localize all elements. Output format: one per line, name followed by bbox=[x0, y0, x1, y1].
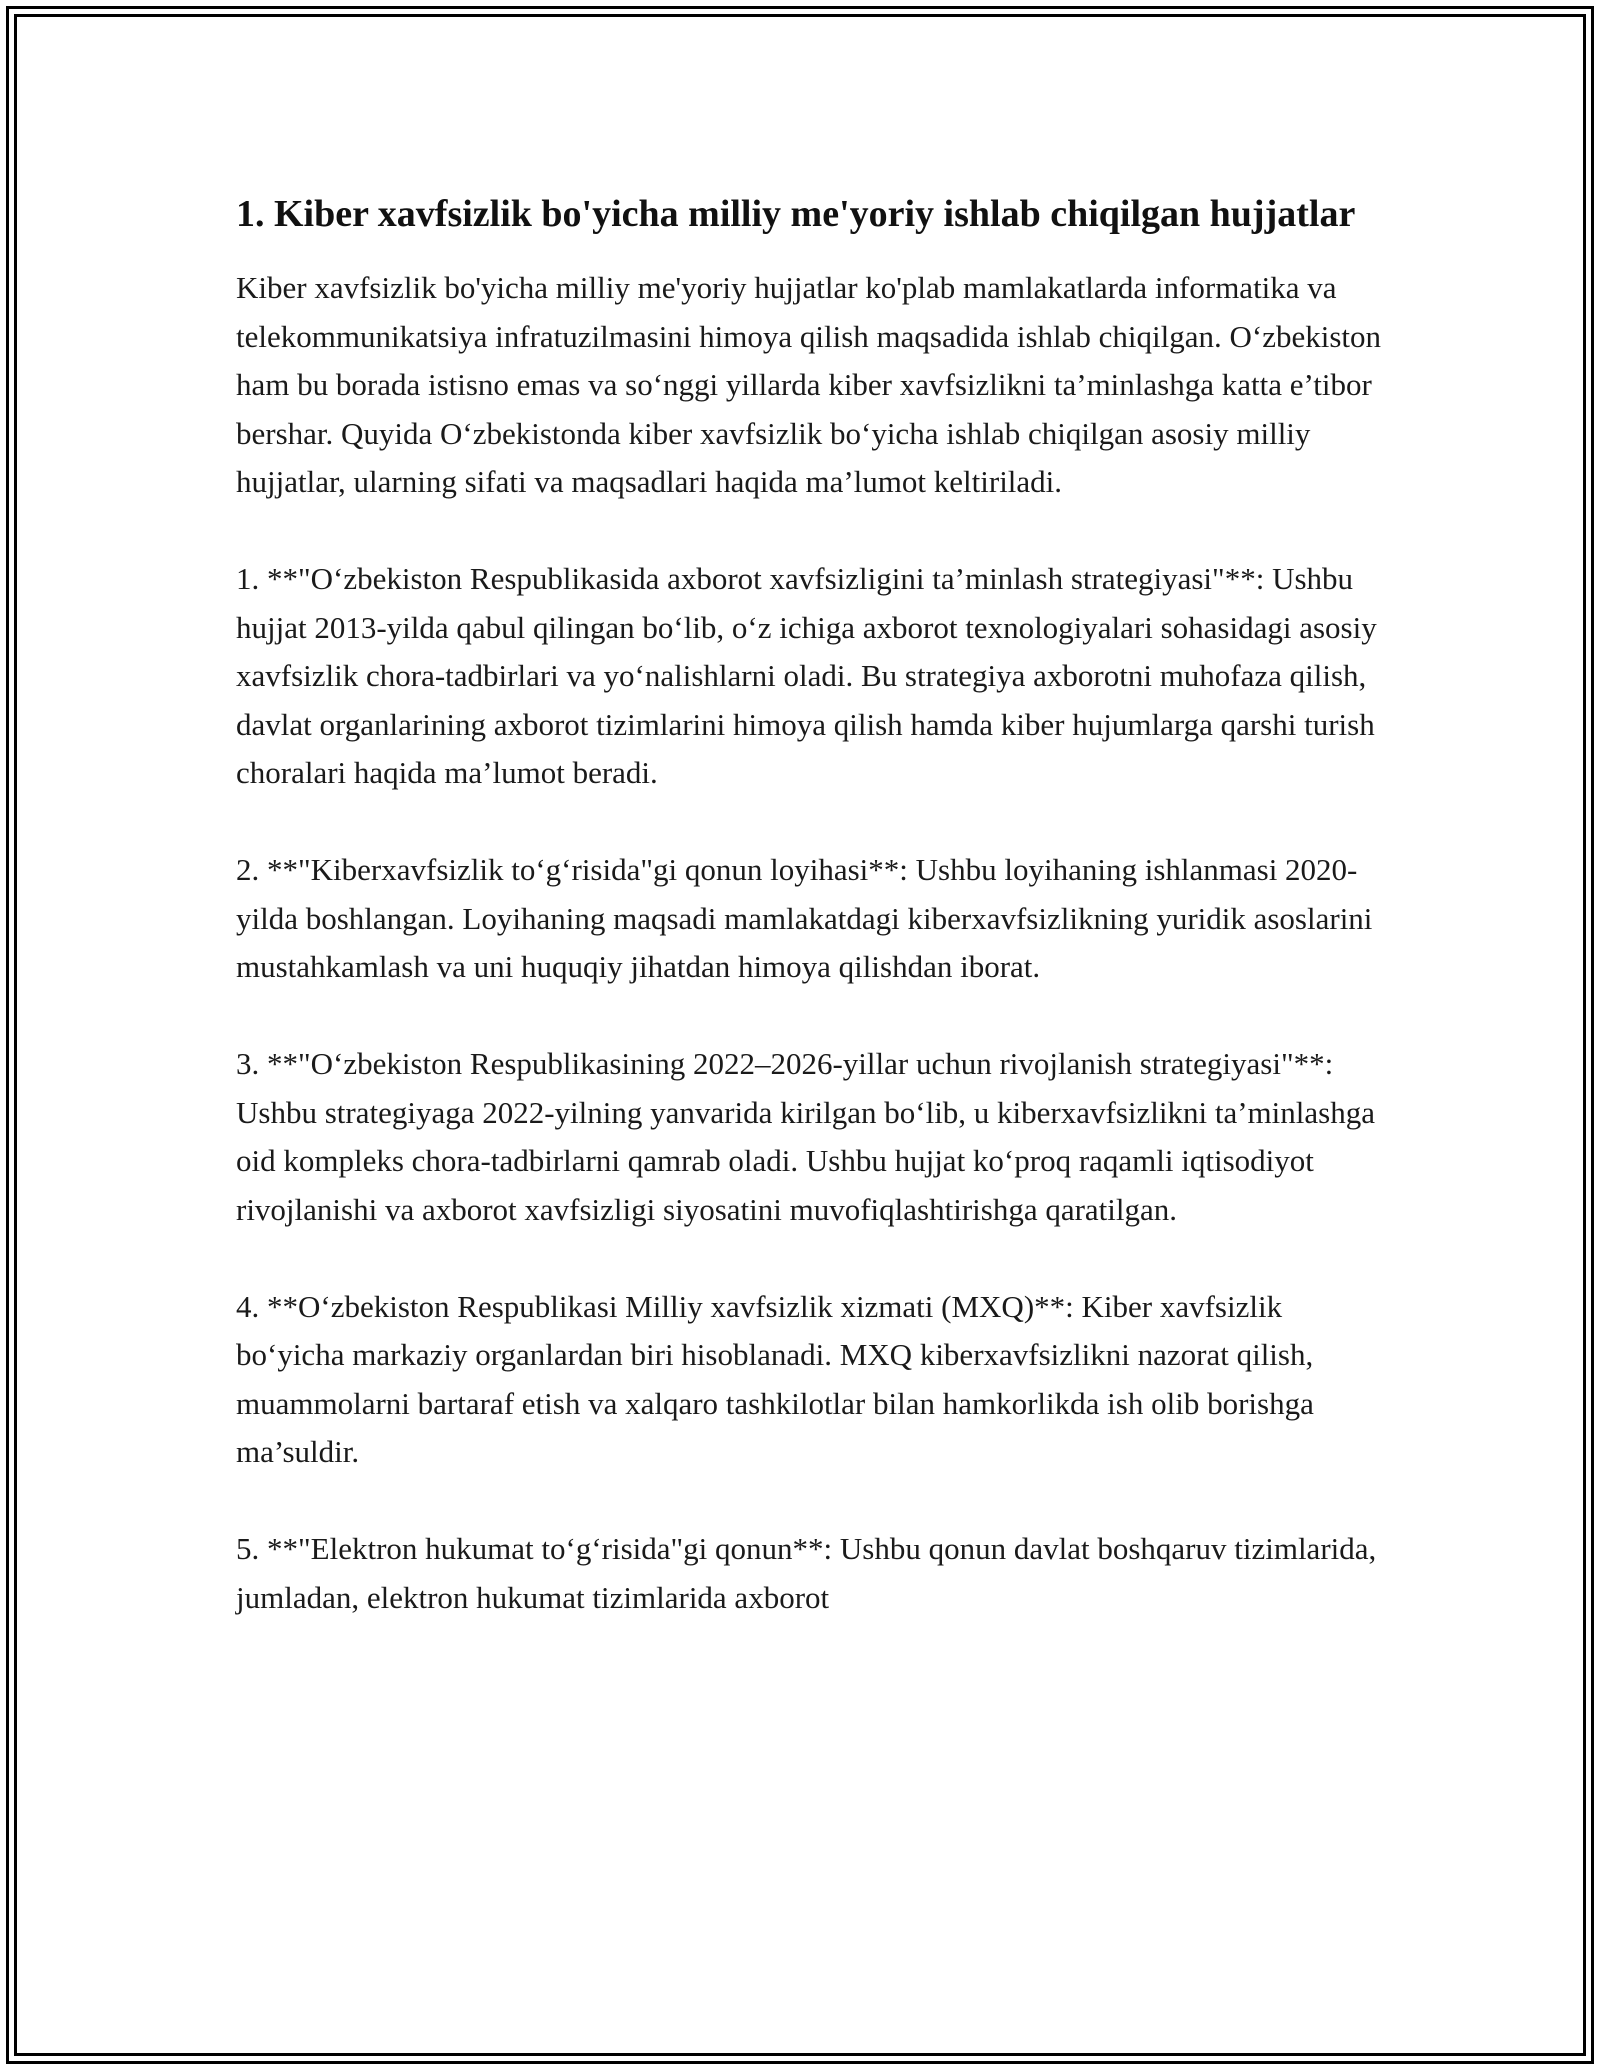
document-body bbox=[236, 186, 1386, 1622]
list-item-5: 5. **"Elektron hukumat to‘g‘risida"gi qonun**: Ushbu qonun davlat boshqaruv tizimlarida, jumladan, elektron hukumat tizimlarida axborot bbox=[236, 1531, 1377, 1615]
list-item-3: 3. **"O‘zbekiston Respublikasining 2022–2026-yillar uchun rivojlanish strategiyasi"**: Ushbu strategiyaga 2022-yilning yanvarida kirilgan bo‘lib, u kiberxavfsizlikni ta’minlashga oid kompleks chora-tadbirlarni qamrab oladi. Ushbu hujjat ko‘proq raqamli iqtisodiyot rivojlanishi va axborot xavfsizligi siyosatini muvofiqlashtirishga qaratilgan. bbox=[236, 1046, 1375, 1227]
list-item-2: 2. **"Kiberxavfsizlik to‘g‘risida"gi qonun loyihasi**: Ushbu loyihaning ishlanmasi 2020-yilda boshlangan. Loyihaning maqsadi mamlakatdagi kiberxavfsizlikning yuridik asoslarini mustahkamlash va uni huquqiy jihatdan himoya qilishdan iborat. bbox=[236, 852, 1373, 984]
intro-paragraph: Kiber xavfsizlik bo'yicha milliy me'yoriy hujjatlar ko'plab mamlakatlarda informatika va telekommunikatsiya infratuzilmasini himoya qilish maqsadida ishlab chiqilgan. O‘zbekiston ham bu borada istisno emas va so‘nggi yillarda kiber xavfsizlikni ta’minlashga katta e’tibor bershar. Quyida O‘zbekistonda kiber xavfsizlik bo‘yicha ishlab chiqilgan asosiy milliy hujjatlar, ularning sifati va maqsadlari haqida ma’lumot keltiriladi. bbox=[236, 270, 1382, 499]
list-item-1: 1. **"O‘zbekiston Respublikasida axborot xavfsizligini ta’minlash strategiyasi"**: Ushbu hujjat 2013-yilda qabul qilingan bo‘lib, o‘z ichiga axborot texnologiyalari sohasidagi asosiy xavfsizlik chora-tadbirlari va yo‘nalishlarni oladi. Bu strategiya axborotni muhofaza qilish, davlat organlarining axborot tizimlarini himoya qilish hamda kiber hujumlarga qarshi turish choralari haqida ma’lumot beradi. bbox=[236, 561, 1377, 790]
list-item-4: 4. **O‘zbekiston Respublikasi Milliy xavfsizlik xizmati (MXQ)**: Kiber xavfsizlik bo‘yicha markaziy organlardan biri hisoblanadi. MXQ kiberxavfsizlikni nazorat qilish, muammolarni bartaraf etish va xalqaro tashkilotlar bilan hamkorlikda ish olib borishga ma’suldir. bbox=[236, 1288, 1314, 1469]
section-heading: 1. Kiber xavfsizlik bo'yicha milliy me'yoriy ishlab chiqilgan hujjatlar bbox=[236, 193, 1356, 235]
